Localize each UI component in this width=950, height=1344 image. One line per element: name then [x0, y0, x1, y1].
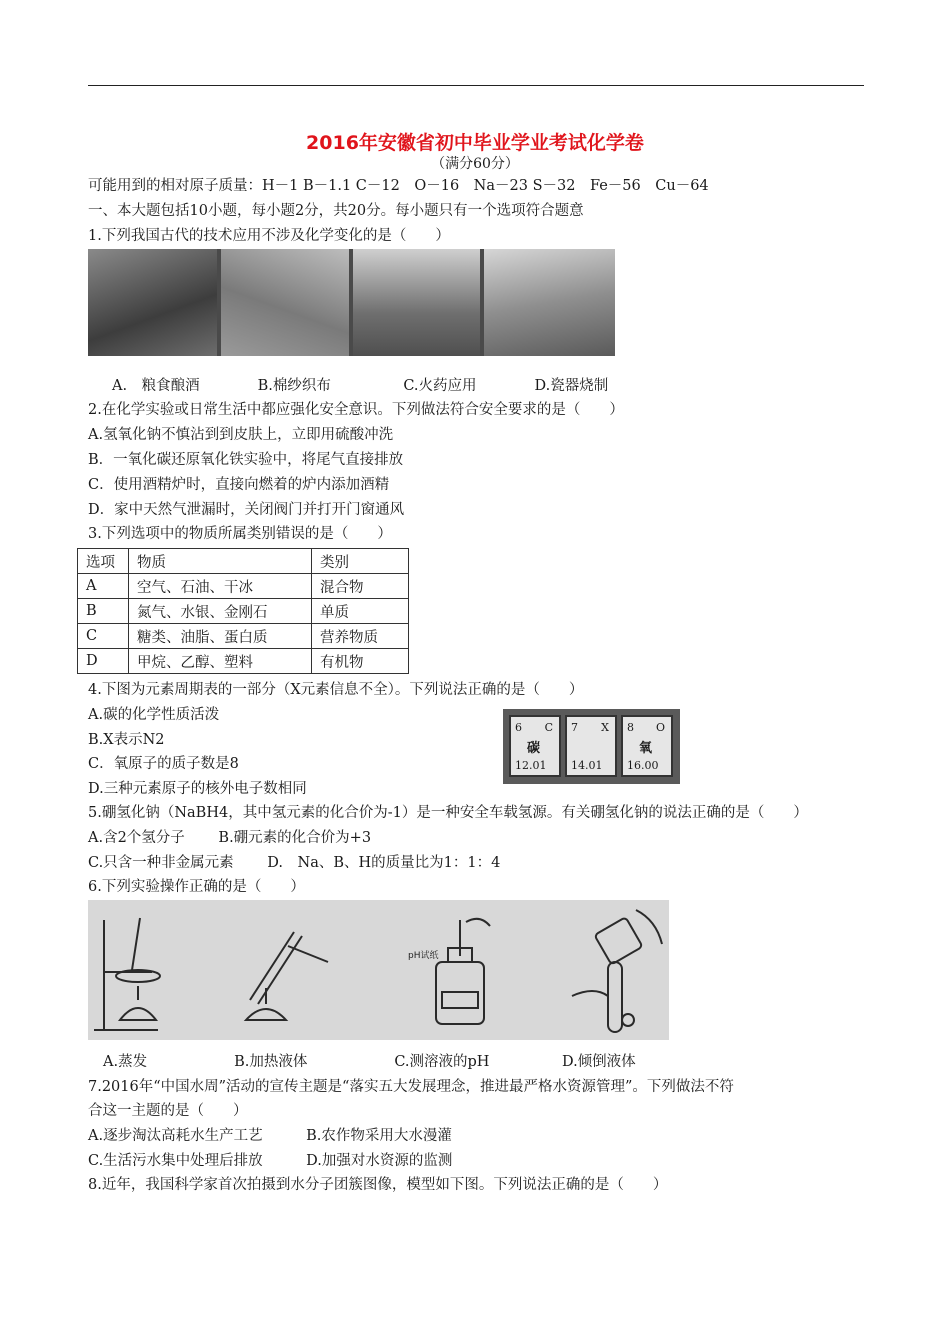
q4-option-d: D.三种元素原子的核外电子数相同	[88, 781, 307, 797]
table-cell: 糖类、油脂、蛋白质	[129, 624, 312, 649]
q7-options-ab: A.逐步淘汰高耗水生产工艺 B.农作物采用大水漫灌	[88, 1128, 452, 1144]
q2-option-a: A.氢氧化钠不慎沾到到皮肤上，立即用硫酸冲洗	[88, 427, 394, 443]
table-row	[78, 624, 409, 649]
element-cell-oxygen	[621, 715, 673, 777]
q1-options: A. 粮食酿酒 B.棉纱织布 C.火药应用 D.瓷器烧制	[112, 378, 609, 394]
q2-option-b: B．一氧化碳还原氧化铁实验中，将尾气直接排放	[88, 452, 404, 468]
q4-option-c: C．氧原子的质子数是8	[88, 756, 239, 772]
q1-ancient-technology-images	[88, 249, 615, 356]
table-cell: 单质	[312, 599, 409, 624]
q2-stem: 2.在化学实验或日常生活中都应强化安全意识。下列做法符合安全要求的是（ ）	[88, 402, 624, 418]
q6-experiment-images	[88, 900, 669, 1040]
q7-stem-line2: 合这一主题的是（ ）	[88, 1103, 248, 1119]
section-heading: 一、本大题包括10小题，每小题2分，共20分。每小题只有一个选项符合题意	[88, 203, 584, 219]
ph-measurement-apparatus	[436, 919, 490, 1024]
table-cell: 营养物质	[312, 624, 409, 649]
q3-table	[77, 548, 409, 674]
q2-option-c: C．使用酒精炉时，直接向燃着的炉内添加酒精	[88, 477, 390, 493]
table-cell: 有机物	[312, 649, 409, 674]
q4-stem: 4.下图为元素周期表的一部分（X元素信息不全）。下列说法正确的是（ ）	[88, 682, 584, 698]
atomic-mass: 16.00	[627, 759, 659, 772]
table-cell: B	[78, 599, 129, 624]
q7-stem-line1: 7.2016年“中国水周”活动的宣传主题是“落实五大发展理念，推进最严格水资源管理”。下列做法不符	[88, 1079, 734, 1095]
q1-stem: 1.下列我国古代的技术应用不涉及化学变化的是（ ）	[88, 228, 450, 244]
atomic-masses: 可能用到的相对原子质量：H－1 B－1.1 C－12 O－16 Na－23 S－32 Fe－56 Cu－64	[88, 178, 709, 194]
ph-paper-label: pH试纸	[408, 951, 439, 961]
evaporation-apparatus	[94, 918, 160, 1030]
page-subtitle: （满分60分）	[431, 156, 519, 172]
atomic-number: 6	[515, 721, 522, 734]
q8-stem: 8.近年，我国科学家首次拍摄到水分子团簇图像，模型如下图。下列说法正确的是（ ）	[88, 1177, 668, 1193]
table-row	[78, 599, 409, 624]
q6-options: A.蒸发 B.加热液体 C.测溶液的pH D.倾倒液体	[103, 1054, 636, 1070]
heating-liquid-apparatus	[246, 932, 328, 1020]
periodic-table-fragment	[503, 709, 680, 784]
q5-stem: 5.硼氢化钠（NaBH4，其中氢元素的化合价为-1）是一种安全车载氢源。有关硼氢化钠的说法正确的是（ ）	[88, 805, 808, 821]
gunpowder-image	[353, 249, 480, 356]
page-title: 2016年安徽省初中毕业学业考试化学卷	[306, 132, 644, 154]
q7-options-cd: C.生活污水集中处理后排放 D.加强对水资源的监测	[88, 1153, 453, 1169]
element-cell-x	[565, 715, 617, 777]
element-name: 氧	[639, 741, 653, 756]
table-cell: A	[78, 574, 129, 599]
table-cell: 空气、石油、干冰	[129, 574, 312, 599]
table-header-cell: 类别	[312, 549, 409, 574]
grain-wine-image	[88, 249, 217, 356]
atomic-number: 7	[571, 721, 578, 734]
table-cell: D	[78, 649, 129, 674]
q4-option-a: A.碳的化学性质活泼	[88, 707, 220, 723]
q2-option-d: D．家中天然气泄漏时，关闭阀门并打开门窗通风	[88, 502, 405, 518]
q3-stem: 3.下列选项中的物质所属类别错误的是（ ）	[88, 526, 392, 542]
table-cell: 混合物	[312, 574, 409, 599]
q4-option-b: B.X表示N2	[88, 732, 165, 748]
table-row	[78, 649, 409, 674]
table-header-cell: 选项	[78, 549, 129, 574]
q6-stem: 6.下列实验操作正确的是（ ）	[88, 879, 305, 895]
q5-options-cd: C.只含一种非金属元素 D. Na、B、H的质量比为1：1：4	[88, 855, 501, 871]
element-symbol: O	[655, 721, 665, 734]
porcelain-firing-image	[484, 249, 615, 356]
q5-options-ab: A.含2个氢分子 B.硼元素的化合价为+3	[88, 830, 372, 846]
header-rule	[88, 85, 864, 86]
pouring-liquid-apparatus	[572, 910, 662, 1032]
element-symbol: C	[544, 721, 553, 734]
table-header-cell: 物质	[129, 549, 312, 574]
table-header-row	[78, 549, 409, 574]
atomic-number: 8	[627, 721, 634, 734]
element-cell-carbon	[509, 715, 561, 777]
atomic-mass: 14.01	[571, 759, 603, 772]
table-cell: 氮气、水银、金刚石	[129, 599, 312, 624]
atomic-mass: 12.01	[515, 759, 547, 772]
element-symbol: X	[601, 721, 609, 734]
experiment-drawings	[88, 900, 669, 1040]
cotton-weaving-image	[221, 249, 349, 356]
element-name: 碳	[527, 741, 541, 756]
table-row	[78, 574, 409, 599]
table-cell: 甲烷、乙醇、塑料	[129, 649, 312, 674]
table-cell: C	[78, 624, 129, 649]
